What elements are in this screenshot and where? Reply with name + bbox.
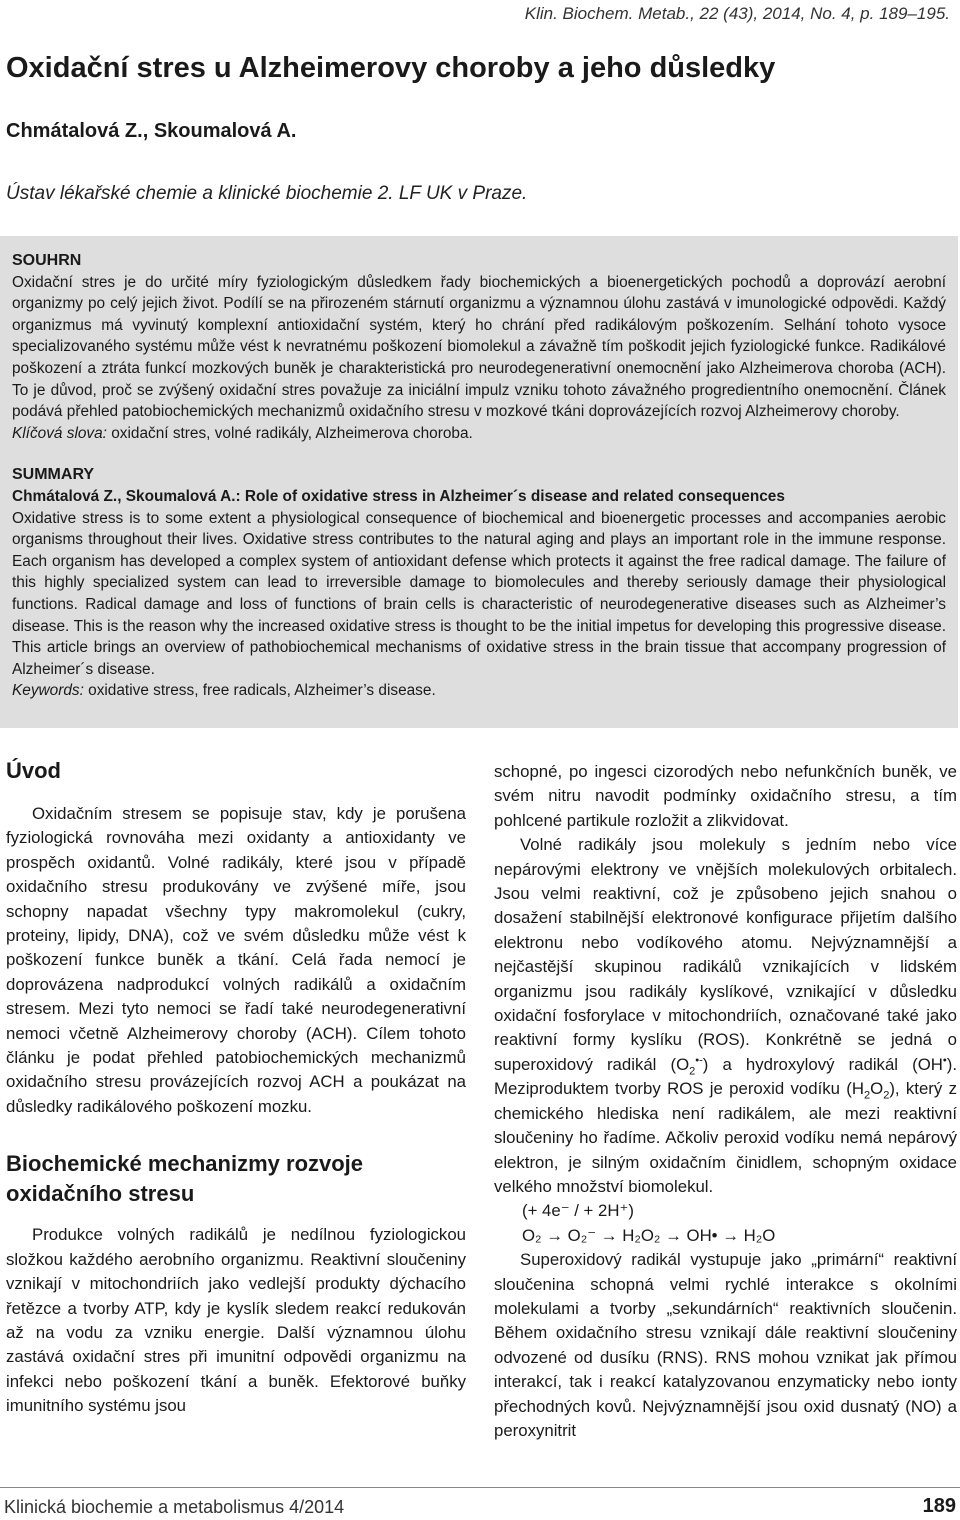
keywords-cz-label: Klíčová slova: — [12, 424, 107, 442]
abstract-cz-keywords — [12, 423, 946, 445]
text-run: Volné radikály jsou molekuly s jedním nebo více nepárovými elektrony ve vnějších molekulových orbitalech. Jsou velmi reaktivní, což je způsobeno jejich snahou o dosažení stabilnější elektronové konfigurace přijetím dalšího elektronu nebo vodíkového atomu. Nejvýznamnější a nejčastější skupinou radikálů vznikajících v lidském organizmu jsou radikály kyslíkové, vznikající v důsledku oxidační fosforylace v mitochondriích, označované také jako reaktivní formy kyslíku (ROS). Konkrétně se jedná o superoxidový radikál (O — [494, 835, 957, 1074]
right-column — [494, 760, 957, 1443]
keywords-cz-value: oxidační stres, volné radikály, Alzheimerova choroba. — [106, 424, 473, 442]
keywords-en-value: oxidative stress, free radicals, Alzheimer’s disease. — [83, 682, 436, 700]
journal-reference: Klin. Biochem. Metab., 22 (43), 2014, No. 4, p. 189–195. — [524, 4, 950, 23]
page-number: 189 — [922, 1495, 956, 1517]
text-run: ). Meziproduktem tvorby ROS je peroxid vodíku (H — [494, 1054, 957, 1099]
superscript: •- — [695, 1054, 703, 1067]
abstract-en-keywords — [12, 680, 946, 702]
right-paragraph-2 — [494, 833, 957, 1199]
authors: Chmátalová Z., Skoumalová A. — [6, 120, 297, 142]
abstract-en — [12, 464, 946, 702]
text-run: O — [870, 1079, 884, 1099]
abstract-en-text: Oxidative stress is to some extent a physiological consequence of biochemical and bioenergetic processes and accompanies aerobic organisms throughout their lives. Oxidative stress contributes to the natural aging and plays an important role in the immune response. Each organism has developed a complex system of antioxidant defense which protects it against the free radical damage. The failure of this highly specialized system can lead to irreversible damage to biomolecules and thereby seriously damage their physiological functions. Radical damage and loss of functions of brain cells is characteristic of neurodegenerative diseases such as Alzheimer’s disease. This is the reason why the increased oxidative stress is thought to be the initial impetus for developing this progressive disease. This article brings an overview of pathobiochemical mechanisms of oxidative stress in the brain tissue that accompany progression of Alzheimer´s disease. — [12, 509, 946, 678]
subscript: 2 — [689, 1065, 696, 1078]
article-title: Oxidační stres u Alzheimerovy choroby a jeho důsledky — [6, 52, 776, 84]
abstract-box — [0, 236, 958, 728]
intro-paragraph: Oxidačním stresem se popisuje stav, kdy je porušena fyziologická rovnováha mezi oxidanty a antioxidanty ve prospěch oxidantů. Volné radikály, které jsou v případě oxidačního stresu produkovány ve zvýšené míře, jsou schopny napadat všechny typy makromolekul (cukry, proteiny, lipidy, DNA), což ve svém důsledku může vést k poškození funkce buněk a tkání. Celá řada nemocí je doprovázena nadprodukcí volných radikálů a oxidačním stresem. Mezi tyto nemoci se řadí také neurodegenerativní nemoci včetně Alzheimerovy choroby (ACH). Cílem tohoto článku je podat přehled patobiochemických mechanizmů oxidačního stresu provázejících rozvoj ACH a poukázat na důsledky radikálového poškození mozku. — [6, 804, 466, 1116]
left-column — [6, 756, 466, 1419]
equation-conditions: (+ 4e⁻ / + 2H⁺) — [522, 1201, 634, 1221]
abstract-en-heading: SUMMARY — [12, 466, 95, 484]
footer-journal: Klinická biochemie a metabolismus 4/2014 — [4, 1497, 345, 1517]
subscript: 2 — [883, 1089, 890, 1102]
subscript: 2 — [864, 1089, 871, 1102]
text-run: ) a hydroxylový radikál (OH — [702, 1054, 943, 1074]
abstract-cz-heading: SOUHRN — [12, 252, 82, 269]
abstract-en-title: Chmátalová Z., Skoumalová A.: Role of oxidative stress in Alzheimer´s disease and related consequences — [12, 487, 785, 505]
mechanisms-heading: Biochemické mechanizmy rozvoje oxidačního stresu — [6, 1151, 364, 1207]
equation-reaction: O₂ → O₂⁻ → H₂O₂ → OH• → H₂O — [522, 1225, 776, 1245]
keywords-en-label: Keywords: — [12, 682, 84, 700]
footer-divider — [0, 1487, 960, 1488]
abstract-cz-text: Oxidační stres je do určité míry fyziologickým důsledkem řady biochemických a bioenergetických pochodů a doprovází aerobní organizmy po celý jejich život. Podílí se na přirozeném stárnutí organizmu a významnou úlohu zastává v imunologické odpovědi. Každý organizmus má vyvinutý komplexní antioxidační systém, který ho chrání před radikálovým poškozením. Selhání tohoto vysoce specializovaného systému může vést k nevratnému poškození biomolekul a závažně tím poškodit jejich fyziologické funkce. Radikálové poškození a ztráta funkcí mozkových buněk je charakteristická pro neurodegenerativní onemocnění jako Alzheimerova choroba (ACH). To je důvod, proč se zvýšený oxidační stres považuje za iniciální impulz vzniku tohoto závažného progredientního onemocnění. Článek podává přehled patobiochemických mechanizmů oxidačního stresu v mozkové tkáni doprovázejících rozvoj Alzheimerovy choroby. — [12, 273, 946, 421]
right-paragraph-1: schopné, po ingesci cizorodých nebo nefunkčních buněk, ve svém nitru navodit podmínky oxidačního stresu, a tím pohlcené partikule rozložit a zlikvidovat. — [494, 762, 957, 830]
superscript: • — [942, 1054, 947, 1067]
mechanisms-paragraph: Produkce volných radikálů je nedílnou fyziologickou složkou každého aerobního organizmu. Reaktivní sloučeniny vznikají v mitochondriích jako vedlejší produkty dýchacího řetězce a tvorby ATP, kdy je kyslík sledem reakcí redukován až na vodu za vzniku energie. Další významnou úlohu zastává oxidační stres při imunitní odpovědi organizmu na infekci nebo poškození tkání a buněk. Efektorové buňky imunitního systému jsou — [6, 1225, 466, 1416]
text-run: ), který z chemického hlediska není radikálem, ale mezi reaktivní sloučeniny ho řadíme. Ačkoliv peroxid vodíku nemá nepárový elektron, je silným oxidačním činidlem, schopným oxidace velkého množství biomolekul. — [494, 1079, 957, 1196]
affiliation: Ústav lékařské chemie a klinické biochemie 2. LF UK v Praze. — [6, 183, 528, 204]
right-paragraph-3: Superoxidový radikál vystupuje jako „primární“ reaktivní sloučenina schopná velmi rychlé interakce s okolními molekulami a tvorby „sekundárních“ reaktivních sloučenin. Během oxidačního stresu vznikají dále reaktivní sloučeniny odvozené od dusíku (RNS). RNS mohou vznikat jak přímou interakcí, tak i reakcí katalyzovanou enzymaticky nebo ionty přechodných kovů. Nejvýznamnější jsou oxid dusnatý (NO) a peroxynitrit — [494, 1250, 957, 1440]
intro-heading: Úvod — [6, 758, 61, 783]
